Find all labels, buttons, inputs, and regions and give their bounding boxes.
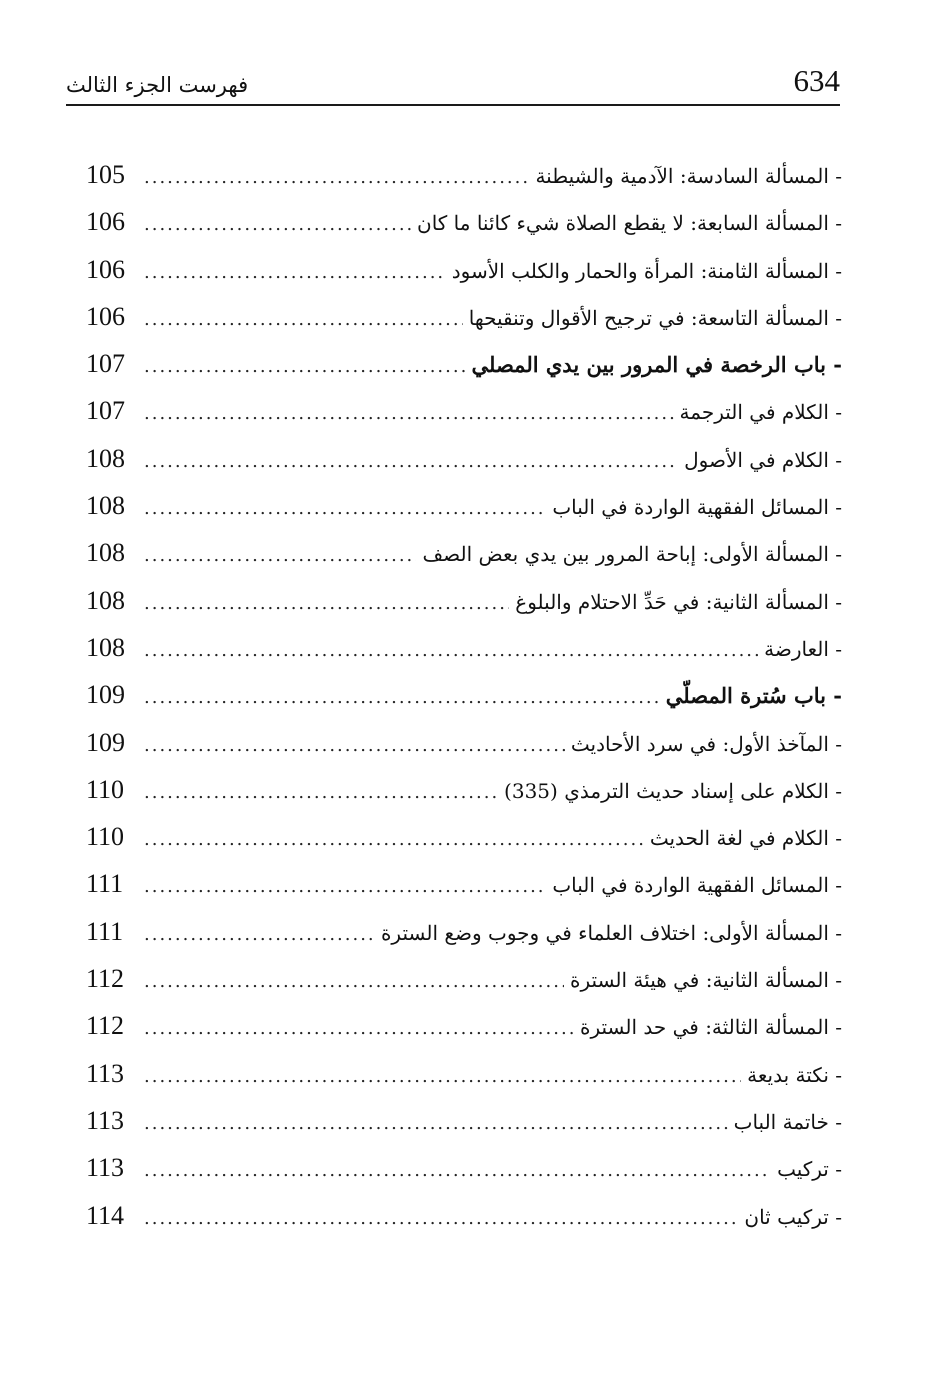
toc-entry-title: - المسألة التاسعة: في ترجيح الأقوال وتنقيحها bbox=[468, 305, 842, 330]
toc-page-number: 113 bbox=[86, 1105, 125, 1135]
dot-leader bbox=[144, 1005, 574, 1049]
dot-leader bbox=[144, 201, 411, 245]
page-header bbox=[66, 62, 840, 104]
toc-entry-title: - خاتمة الباب bbox=[733, 1109, 842, 1134]
dot-leader bbox=[144, 1100, 728, 1144]
toc-row bbox=[86, 577, 842, 624]
toc-row bbox=[86, 1144, 842, 1191]
toc-row bbox=[86, 482, 842, 529]
toc-page-number: 113 bbox=[86, 1153, 125, 1183]
table-of-contents bbox=[86, 151, 842, 1239]
toc-page-number: 106 bbox=[86, 254, 125, 284]
toc-entry-title: - الكلام على إسناد حديث الترمذي (335) bbox=[504, 778, 842, 803]
toc-row bbox=[86, 529, 842, 576]
toc-row bbox=[86, 435, 842, 482]
toc-page-number: 108 bbox=[86, 538, 125, 568]
toc-row bbox=[86, 908, 842, 955]
toc-page-number: 111 bbox=[86, 916, 124, 946]
toc-entry-title: - المسألة الثالثة: في حد السترة bbox=[579, 1015, 842, 1040]
toc-row bbox=[86, 955, 842, 1002]
toc-entry-title: - المسألة السادسة: الآدمية والشيطنة bbox=[535, 164, 842, 188]
toc-row bbox=[86, 860, 842, 907]
dot-leader bbox=[144, 249, 446, 293]
toc-row bbox=[86, 1050, 842, 1097]
toc-page-number: 107 bbox=[86, 396, 125, 426]
toc-entry-title: - المسألة الثامنة: المرأة والحمار والكلب الأسود bbox=[451, 258, 842, 283]
toc-page-number: 114 bbox=[86, 1200, 125, 1230]
toc-entry-title: - الكلام في الأصول bbox=[684, 447, 842, 472]
dot-leader bbox=[144, 1195, 738, 1239]
toc-entry-title: - المسألة السابعة: لا يقطع الصلاة شيء كائنا ما كان bbox=[417, 211, 842, 236]
toc-entry-title: - المسألة الأولى: إباحة المرور بين يدي بعض الصف bbox=[422, 542, 842, 567]
toc-page-number: 110 bbox=[86, 774, 125, 804]
dot-leader bbox=[144, 390, 674, 434]
toc-row bbox=[86, 624, 842, 671]
toc-row bbox=[86, 1002, 842, 1049]
toc-page-number: 106 bbox=[86, 207, 125, 237]
dot-leader bbox=[144, 296, 463, 340]
toc-page-number: 106 bbox=[86, 301, 125, 331]
toc-page-number: 109 bbox=[86, 680, 125, 710]
dot-leader bbox=[144, 580, 509, 624]
toc-row bbox=[86, 1192, 842, 1239]
dot-leader bbox=[144, 816, 644, 860]
dot-leader bbox=[144, 1053, 741, 1097]
toc-row bbox=[86, 293, 842, 340]
toc-page-number: 110 bbox=[86, 822, 125, 852]
toc-row bbox=[86, 387, 842, 434]
toc-page-number: 108 bbox=[86, 491, 125, 521]
dot-leader bbox=[144, 485, 546, 529]
toc-entry-title: - المسألة الأولى: اختلاف العلماء في وجوب وضع السترة bbox=[380, 920, 842, 945]
toc-row bbox=[86, 1097, 842, 1144]
toc-page-number: 111 bbox=[86, 869, 124, 899]
running-title: فهرست الجزء الثالث bbox=[66, 73, 249, 97]
dot-leader bbox=[144, 343, 466, 387]
toc-entry-title: - المسألة الثانية: في هيئة السترة bbox=[570, 968, 842, 993]
dot-leader bbox=[144, 958, 564, 1002]
toc-page-number: 109 bbox=[86, 727, 125, 757]
dot-leader bbox=[144, 722, 565, 766]
toc-page-number: 107 bbox=[86, 349, 125, 379]
toc-entry-title: - نكتة بديعة bbox=[747, 1062, 842, 1087]
toc-entry-title: - المسائل الفقهية الواردة في الباب bbox=[552, 495, 842, 520]
dot-leader bbox=[144, 674, 660, 718]
toc-entry-title: - الكلام في الترجمة bbox=[679, 400, 842, 425]
toc-chapter-row bbox=[86, 340, 842, 387]
toc-page-number: 108 bbox=[86, 585, 125, 615]
toc-row bbox=[86, 766, 842, 813]
toc-entry-title: - باب سُترة المصلّي bbox=[665, 683, 842, 709]
toc-entry-title: - تركيب bbox=[777, 1157, 842, 1182]
dot-leader bbox=[144, 911, 375, 955]
dot-leader bbox=[144, 154, 529, 198]
dot-leader bbox=[144, 769, 498, 813]
toc-row bbox=[86, 151, 842, 198]
toc-entry-title: - باب الرخصة في المرور بين يدي المصلي bbox=[471, 352, 842, 378]
toc-page-number: 112 bbox=[86, 964, 125, 994]
toc-row bbox=[86, 813, 842, 860]
toc-entry-title: - الكلام في لغة الحديث bbox=[649, 826, 842, 851]
dot-leader bbox=[144, 863, 546, 907]
toc-page-number: 112 bbox=[86, 1011, 125, 1041]
dot-leader bbox=[144, 627, 758, 671]
toc-page-number: 113 bbox=[86, 1058, 125, 1088]
page-number: 634 bbox=[793, 63, 840, 98]
toc-entry-title: - المسائل الفقهية الواردة في الباب bbox=[552, 873, 842, 898]
toc-row bbox=[86, 198, 842, 245]
toc-chapter-row bbox=[86, 671, 842, 718]
toc-entry-title: - المآخذ الأول: في سرد الأحاديث bbox=[570, 731, 842, 756]
toc-page-number: 108 bbox=[86, 443, 125, 473]
toc-page-number: 105 bbox=[86, 160, 125, 189]
dot-leader bbox=[144, 532, 416, 576]
toc-entry-title: - تركيب ثان bbox=[744, 1204, 842, 1229]
toc-page-number: 108 bbox=[86, 632, 125, 662]
header-rule bbox=[66, 104, 840, 106]
toc-row bbox=[86, 246, 842, 293]
toc-entry-title: - العارضة bbox=[764, 636, 842, 661]
toc-entry-title: - المسألة الثانية: في حَدِّ الاحتلام والبلوغ bbox=[515, 589, 842, 614]
dot-leader bbox=[144, 438, 678, 482]
toc-row bbox=[86, 719, 842, 766]
dot-leader bbox=[144, 1147, 771, 1191]
